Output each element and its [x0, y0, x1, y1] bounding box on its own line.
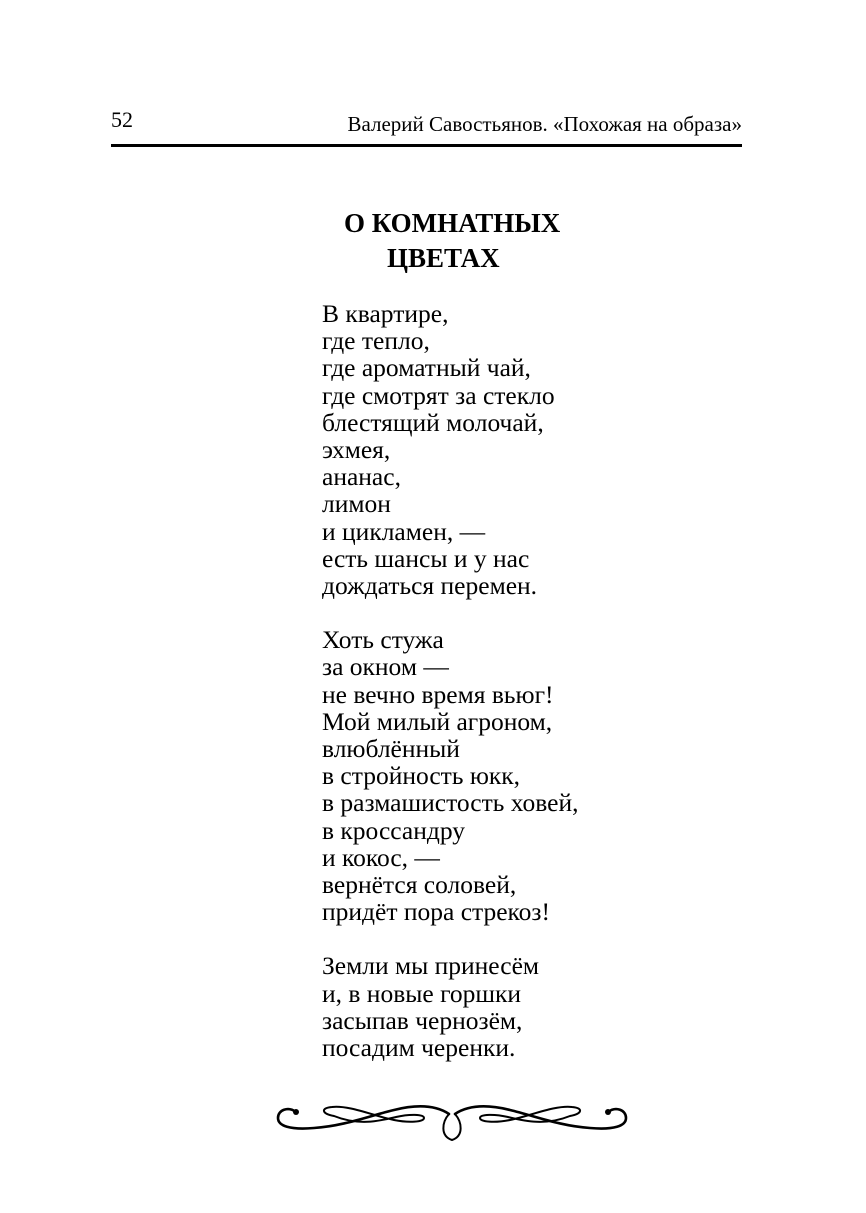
poem-line: посадим черенки.: [322, 1033, 516, 1063]
flourish-divider-icon: [274, 1094, 630, 1146]
poem-line: блестящий молочай,: [322, 407, 544, 437]
stanza-1: [322, 300, 579, 599]
poem-line: влюблённый: [322, 734, 460, 764]
stanza-2: [322, 626, 579, 925]
poem-line: за окном —: [322, 652, 449, 682]
poem-line: вернётся соловей,: [322, 870, 517, 900]
poem-line: придёт пора стрекоз!: [322, 897, 550, 927]
poem-line: и, в новые горшки: [322, 978, 522, 1008]
poem-line: ананас,: [322, 462, 401, 492]
header-rule: [111, 144, 742, 147]
poem-line: эхмея,: [322, 435, 391, 465]
poem-line: где тепло,: [322, 326, 430, 356]
poem-body: [322, 300, 579, 1088]
page-number: 52: [111, 107, 133, 132]
poem-line: дождаться перемен.: [322, 571, 538, 601]
poem-line: засыпав чернозём,: [322, 1005, 523, 1035]
poem-line: есть шансы и у нас: [322, 543, 530, 573]
running-head: Валерий Савостьянов. «Похожая на образа»: [347, 112, 742, 136]
poem-line: где смотрят за стекло: [322, 380, 555, 410]
poem-line: и кокос, —: [322, 842, 440, 872]
poem-title-line-2: ЦВЕТАХ: [387, 243, 500, 273]
poem-line: лимон: [322, 489, 391, 519]
poem-line: в стройность юкк,: [322, 761, 521, 791]
poem-title-line-1: О КОМНАТНЫХ: [344, 208, 561, 238]
poem-line: Мой милый агроном,: [322, 706, 553, 736]
poem-line: Хоть стужа: [322, 625, 444, 655]
poem-line: где ароматный чай,: [322, 353, 531, 383]
poem-line: в размашистость ховей,: [322, 788, 579, 818]
poem-line: не вечно время вьюг!: [322, 679, 554, 709]
stanza-3: [322, 952, 579, 1061]
poem-line: в кроссандру: [322, 815, 465, 845]
poem-line: Земли мы принесём: [322, 951, 540, 981]
poem-line: В квартире,: [322, 299, 449, 328]
poem-line: и цикламен, —: [322, 516, 486, 546]
